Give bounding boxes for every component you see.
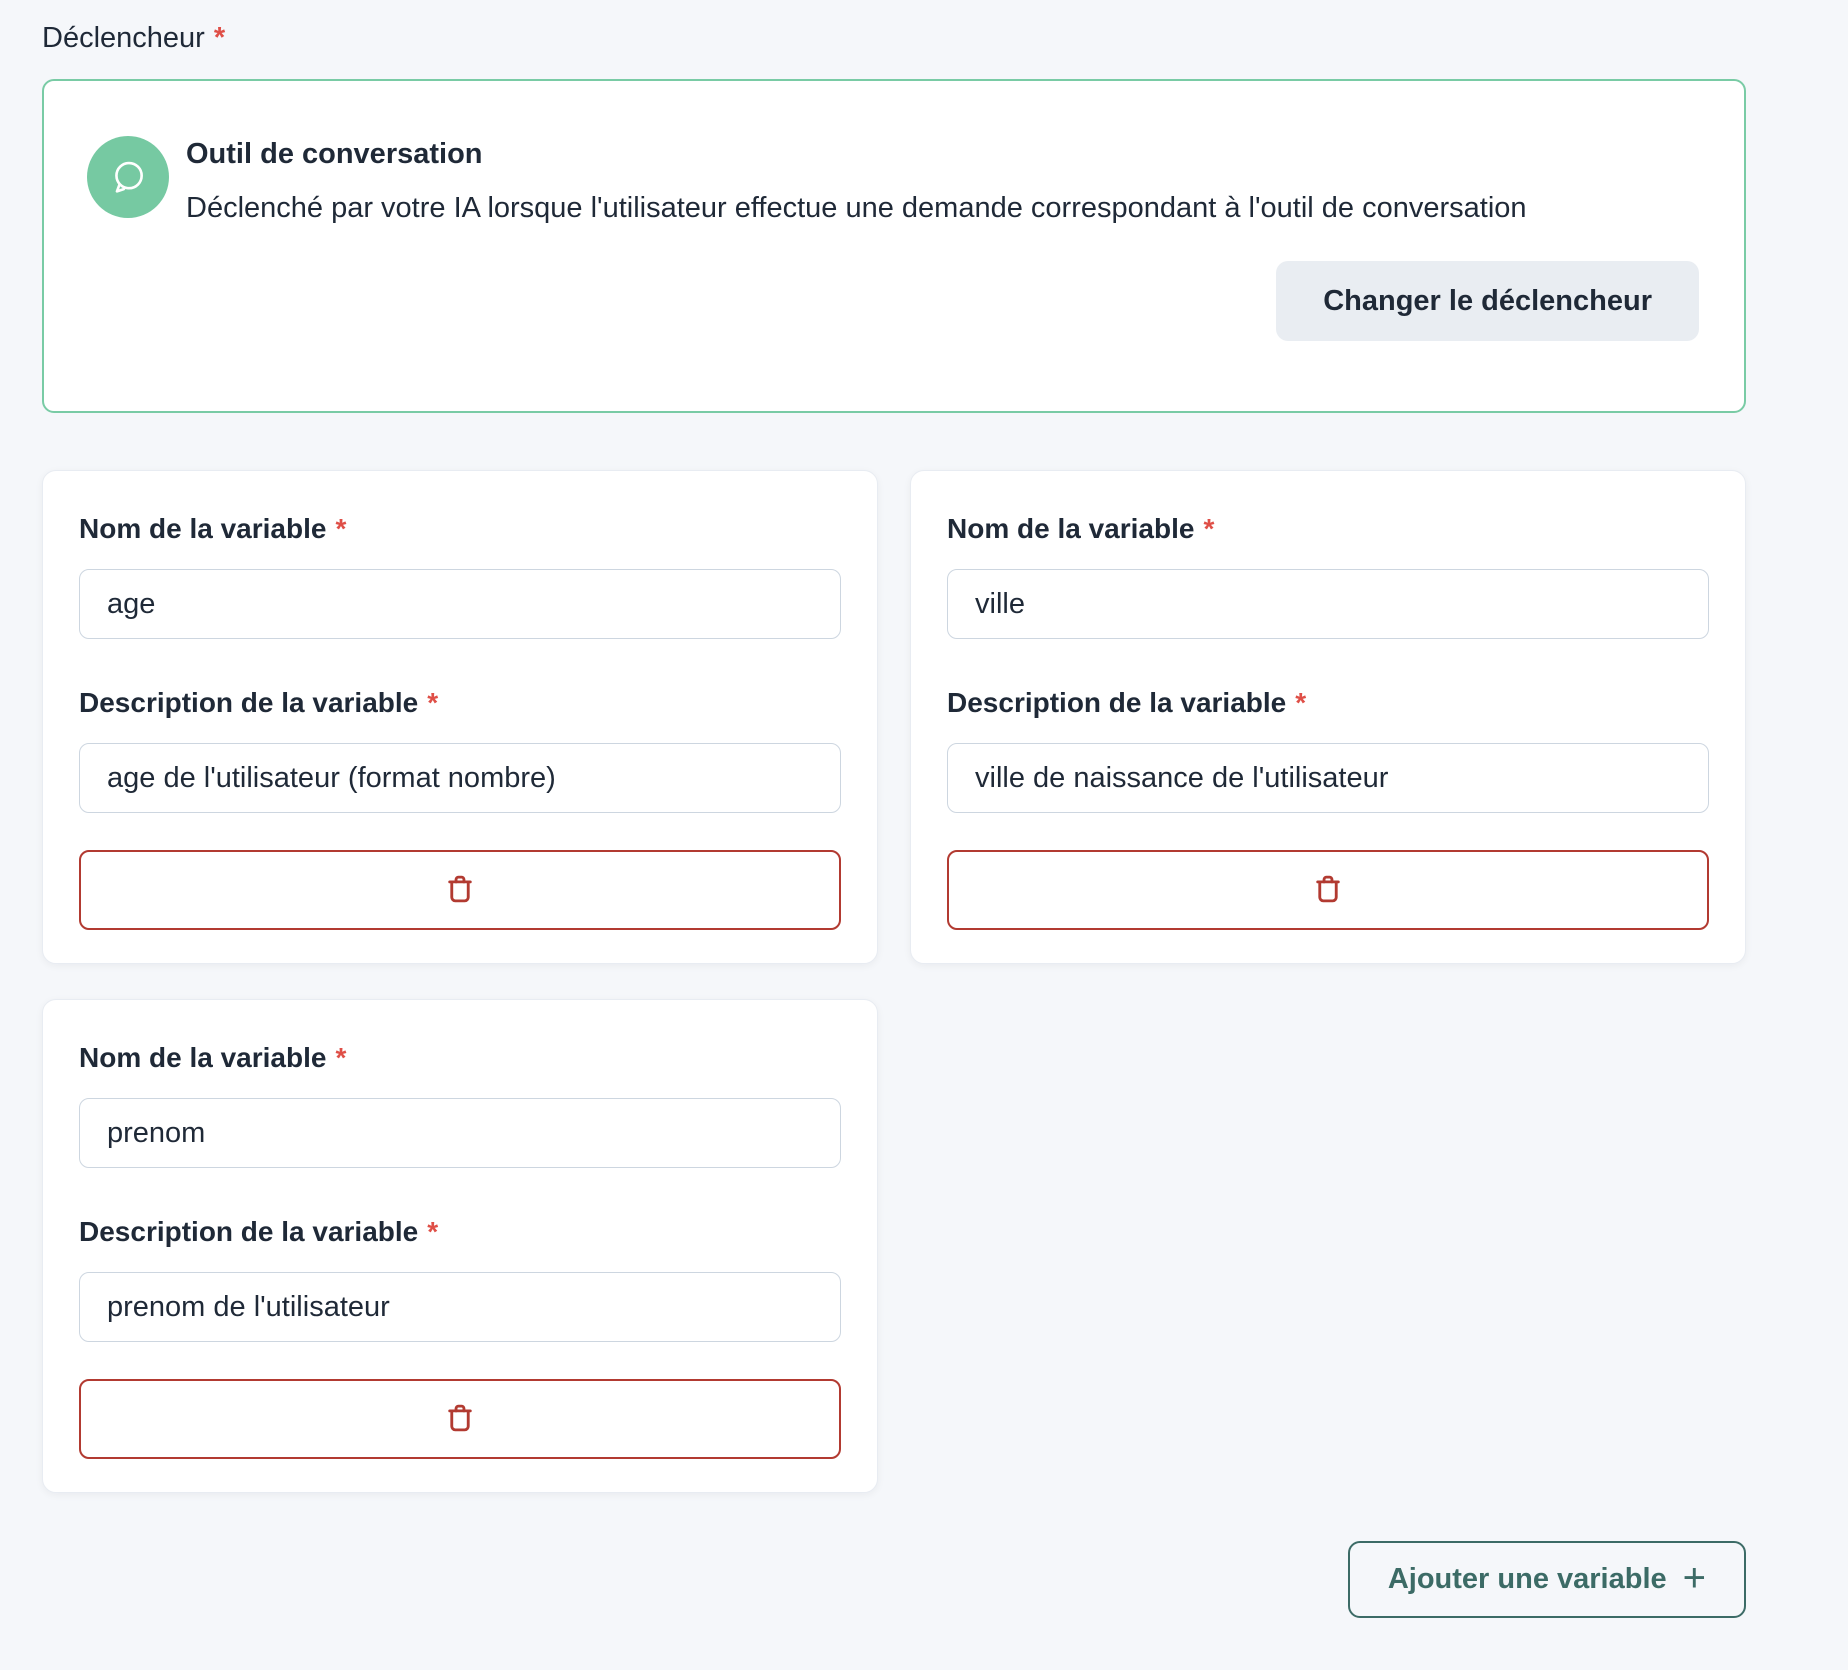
required-asterisk: * [335,513,347,544]
trigger-label-text: Déclencheur [42,22,205,54]
variable-name-label [79,1040,841,1076]
trigger-text-block [186,136,1527,226]
variable-name-input[interactable] [947,569,1709,639]
trigger-title: Outil de conversation [186,138,483,170]
trigger-card-content [87,136,1699,226]
variable-card-1 [42,470,878,964]
trigger-card [42,79,1746,413]
variables-config-panel [42,0,1746,1618]
variable-description-label-text: Description de la variable [79,687,419,718]
variable-name-label-text: Nom de la variable [947,513,1195,544]
trash-icon [441,870,479,911]
variable-description-label-text: Description de la variable [947,687,1287,718]
required-asterisk: * [335,1042,347,1073]
variable-name-input[interactable] [79,569,841,639]
variable-description-label [947,685,1709,721]
trigger-actions [87,261,1699,341]
trigger-description: Déclenché par votre IA lorsque l'utilisateur effectue une demande correspondant à l'outil de conversation [186,192,1527,224]
delete-variable-button[interactable] [79,850,841,930]
variable-name-label-text: Nom de la variable [79,1042,327,1073]
variable-description-label [79,685,841,721]
variable-description-input[interactable] [79,1272,841,1342]
required-asterisk: * [213,22,226,54]
variable-name-label-text: Nom de la variable [79,513,327,544]
variable-description-label [79,1214,841,1250]
trash-icon [441,1399,479,1440]
change-trigger-button[interactable]: Changer le déclencheur [1276,261,1699,341]
variable-description-label-text: Description de la variable [79,1216,419,1247]
add-variable-button[interactable] [1348,1541,1746,1618]
variable-card-2 [910,470,1746,964]
delete-variable-button[interactable] [79,1379,841,1459]
footer-actions [42,1541,1746,1618]
variable-cards-grid [42,470,1746,1493]
variable-name-label [79,511,841,547]
plus-icon: + [1682,1556,1706,1600]
add-variable-label: Ajouter une variable [1387,1563,1667,1595]
delete-variable-button[interactable] [947,850,1709,930]
variable-description-input[interactable] [79,743,841,813]
variable-description-input[interactable] [947,743,1709,813]
required-asterisk: * [1203,513,1215,544]
trash-icon [1309,870,1347,911]
trigger-field-label [42,20,1746,56]
required-asterisk: * [427,1216,439,1247]
variable-name-label [947,511,1709,547]
required-asterisk: * [1295,687,1307,718]
chat-bubble-icon [87,136,169,218]
required-asterisk: * [427,687,439,718]
variable-card-3 [42,999,878,1493]
variable-name-input[interactable] [79,1098,841,1168]
